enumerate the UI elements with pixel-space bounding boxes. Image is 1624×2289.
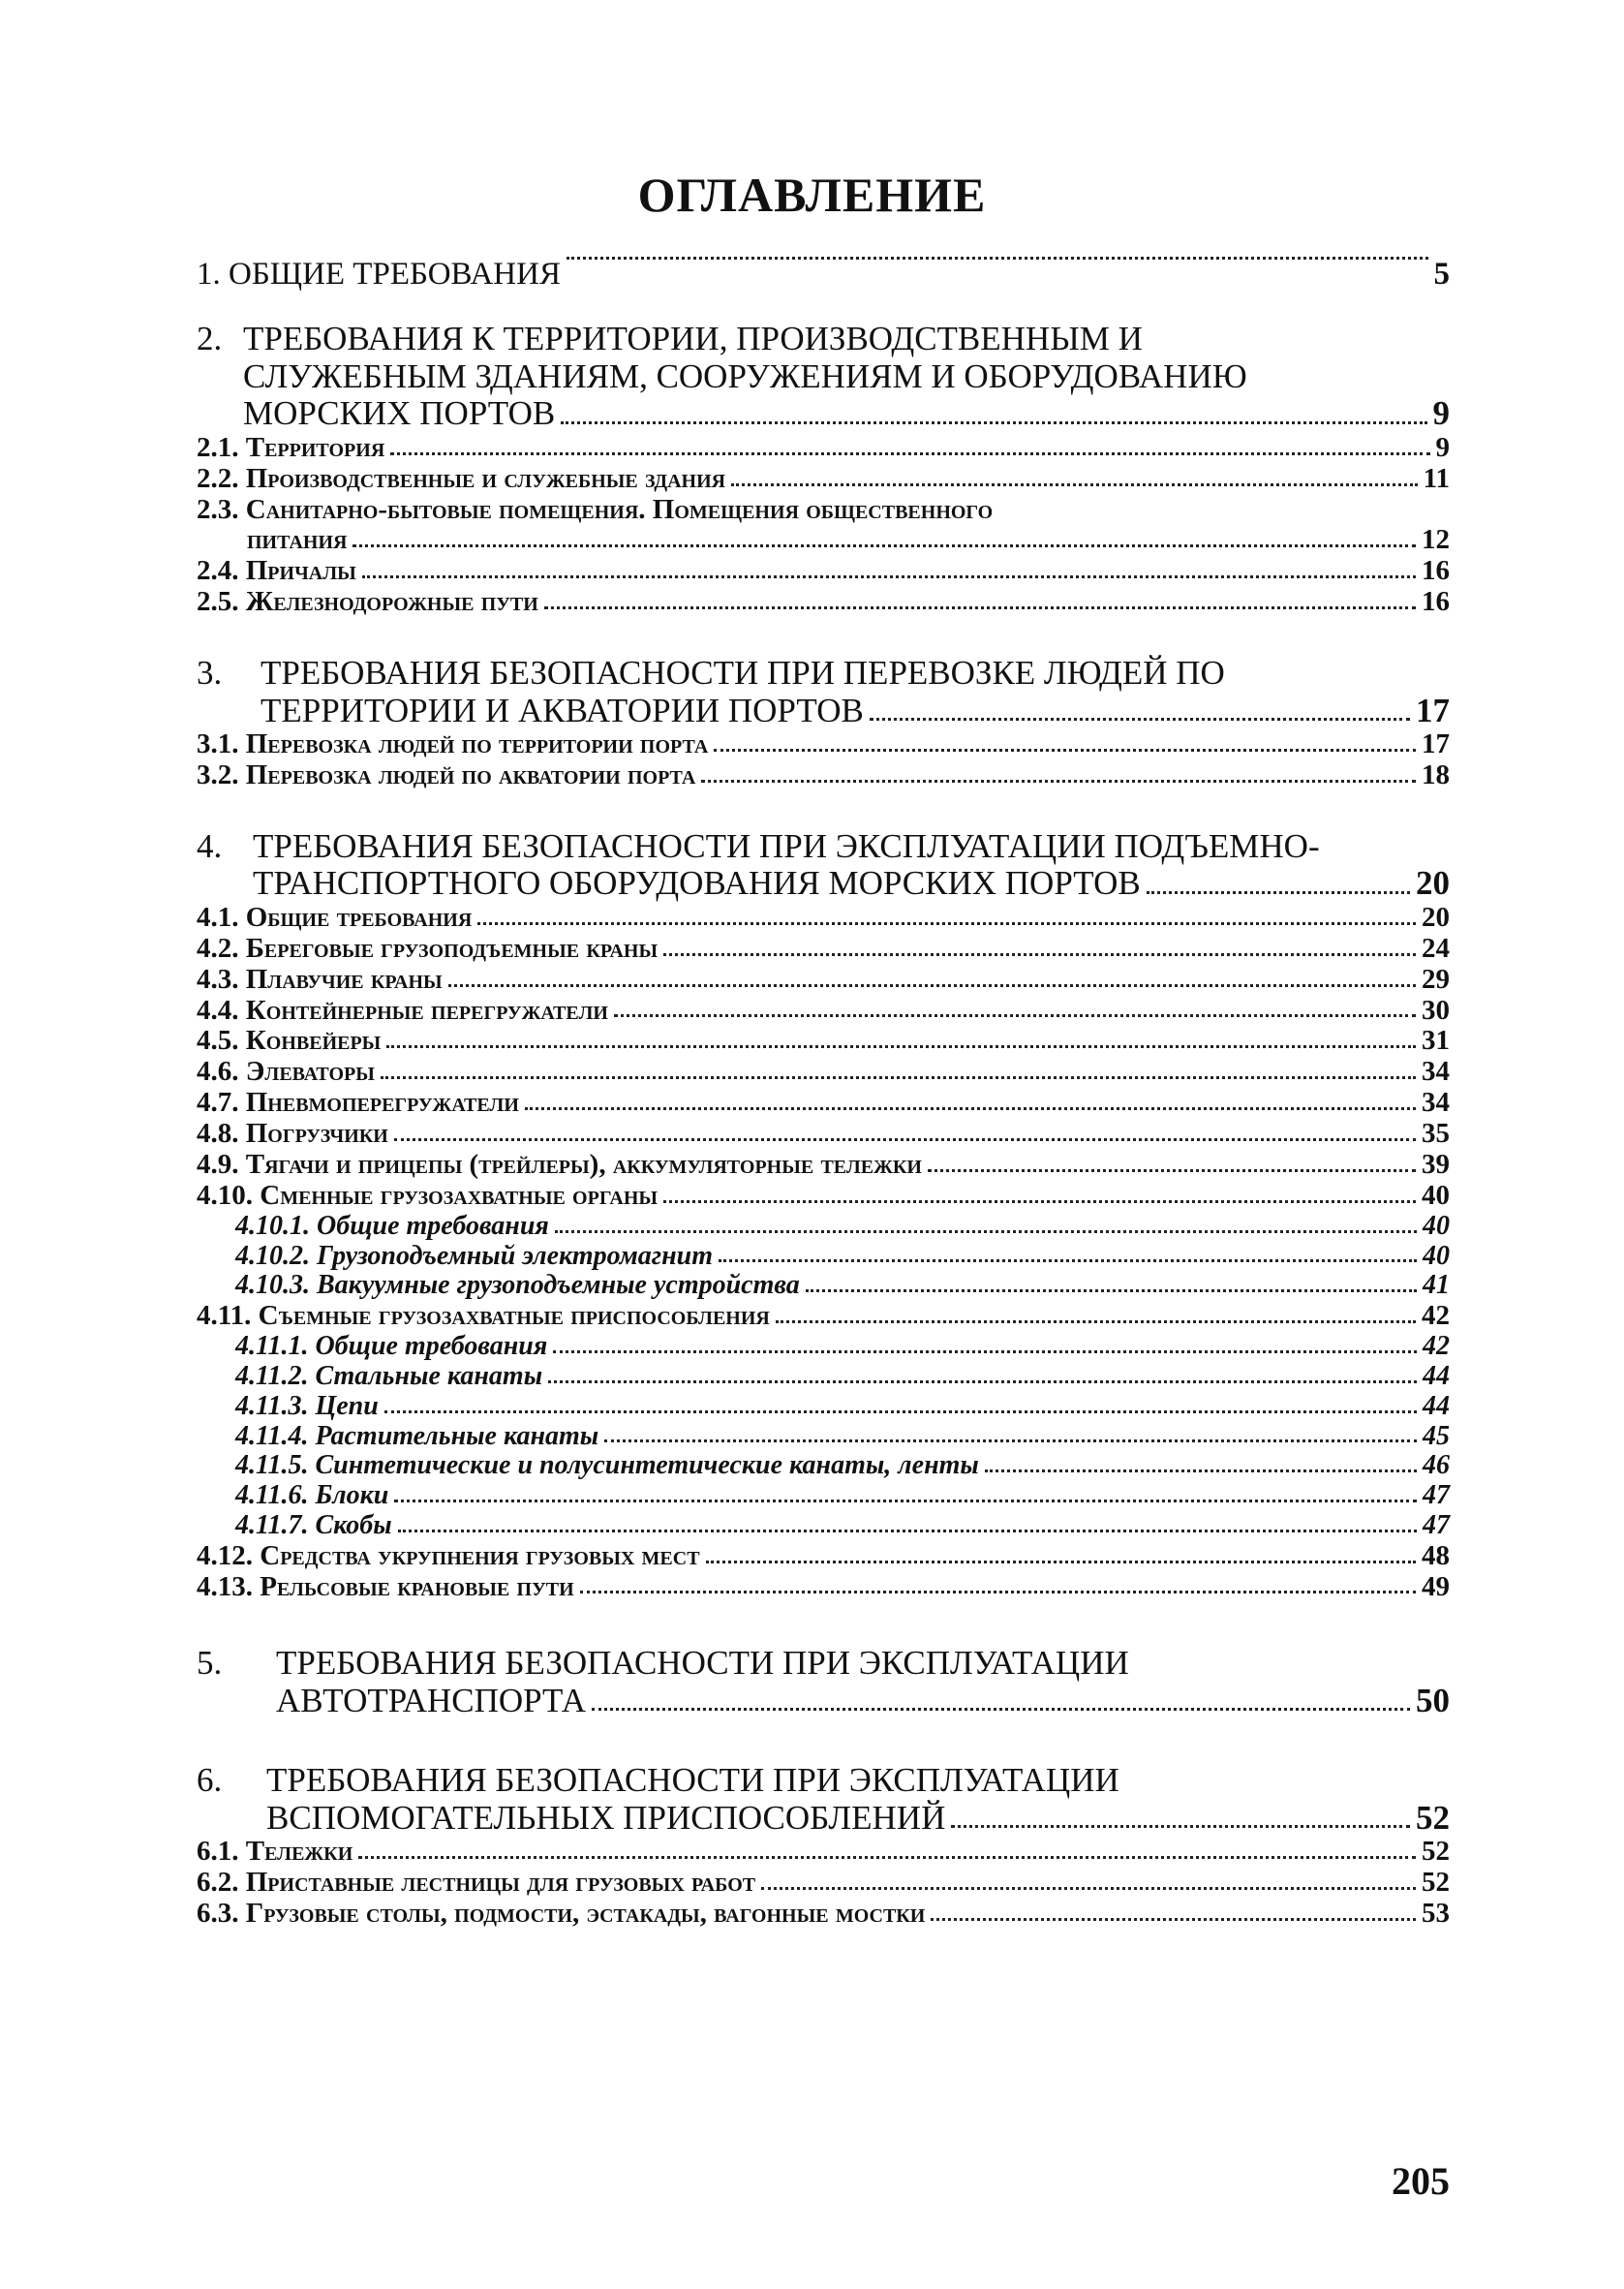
toc-section-2-4	[197, 556, 1450, 587]
chapter-last-line	[266, 1800, 1450, 1838]
toc-label: 4.11.7. Скобы	[235, 1509, 392, 1540]
chapter-body	[197, 321, 1450, 433]
toc-page: 42	[1422, 1300, 1450, 1332]
dot-leader	[362, 575, 1416, 578]
dot-leader	[663, 1200, 1416, 1203]
toc-section-6-3	[197, 1899, 1450, 1930]
toc-page: 40	[1423, 1240, 1450, 1271]
toc-page: 48	[1422, 1539, 1450, 1571]
chapter-last-line	[243, 395, 1450, 433]
dot-leader	[663, 953, 1416, 956]
toc-label: 4.9. Тягачи и прицепы (трейлеры), аккумуляторные тележки	[197, 1149, 922, 1181]
toc-subsection-4-11-3	[197, 1392, 1450, 1422]
dot-leader	[352, 544, 1416, 547]
toc-label: 4.10.3. Вакуумные грузоподъемные устройства	[235, 1270, 800, 1301]
toc-subsection-4-11-6	[197, 1481, 1450, 1511]
dot-leader	[1147, 891, 1410, 894]
dot-leader	[561, 421, 1426, 424]
toc-chapter-4: 4. ТРЕБОВАНИЯ БЕЗОПАСНОСТИ ПРИ ЭКСПЛУАТАЦИИ ПОДЪЕМНО- ТРАНСПОРТНОГО ОБОРУДОВАНИЯ МОРСКИХ ПОРТОВ 20	[197, 826, 1450, 903]
toc-label: 4.11.3. Цепи	[235, 1390, 379, 1421]
toc-chapter-3: 3. ТРЕБОВАНИЯ БЕЗОПАСНОСТИ ПРИ ПЕРЕВОЗКЕ ЛЮДЕЙ ПО ТЕРРИТОРИИ И АКВАТОРИИ ПОРТОВ 17	[197, 654, 1450, 729]
chapter-last-line	[253, 865, 1450, 903]
chapter-line: ТРЕБОВАНИЯ БЕЗОПАСНОСТИ ПРИ ПЕРЕВОЗКЕ ЛЮДЕЙ ПО	[260, 654, 1225, 693]
toc-label: 6.1. Тележки	[197, 1836, 353, 1868]
toc-page: 9	[1435, 431, 1450, 463]
toc-label: 4.11.6. Блоки	[235, 1480, 389, 1511]
toc-label: питания	[247, 524, 348, 556]
toc-section-4-7	[197, 1088, 1450, 1119]
toc-section-4-8	[197, 1119, 1450, 1150]
dot-leader	[398, 1530, 1417, 1532]
toc-chapter-5: 5. ТРЕБОВАНИЯ БЕЗОПАСНОСТИ ПРИ ЭКСПЛУАТАЦИИ АВТОТРАНСПОРТА 50	[197, 1644, 1450, 1719]
toc-chapter-2: 2. ТРЕБОВАНИЯ К ТЕРРИТОРИИ, ПРОИЗВОДСТВЕННЫМ И СЛУЖЕБНЫМ ЗДАНИЯМ, СООРУЖЕНИЯМ И ОБОРУДОВАНИЮ МОРСКИХ ПОРТОВ 9	[197, 320, 1450, 433]
table-of-contents	[197, 257, 1450, 1930]
spacer	[197, 1602, 1450, 1645]
toc-section-6-1	[197, 1837, 1450, 1868]
toc-page: 39	[1422, 1149, 1450, 1181]
toc-chapter-1	[197, 257, 1450, 292]
dot-leader	[525, 1107, 1416, 1110]
toc-label: 4.11.2. Стальные канаты	[235, 1360, 543, 1391]
chapter-line: СЛУЖЕБНЫМ ЗДАНИЯМ, СООРУЖЕНИЯМ И ОБОРУДОВАНИЮ	[243, 356, 1247, 395]
dot-leader	[931, 1918, 1416, 1921]
toc-label: 4.1. Общие требования	[197, 901, 473, 933]
dot-leader	[928, 1169, 1416, 1172]
dot-leader	[731, 483, 1418, 486]
toc-label: 4.11. Съемные грузозахватные приспособления	[197, 1300, 770, 1332]
toc-page: 50	[1416, 1681, 1450, 1719]
spacer	[197, 1719, 1450, 1762]
dot-leader	[870, 718, 1410, 721]
spacer	[197, 292, 1450, 321]
dot-leader	[776, 1320, 1416, 1323]
toc-page: 47	[1423, 1509, 1450, 1540]
toc-label: ТЕРРИТОРИИ И АКВАТОРИИ ПОРТОВ	[260, 691, 864, 729]
toc-label: 6.2. Приставные лестницы для грузовых работ	[197, 1867, 756, 1899]
toc-label: 4.6. Элеваторы	[197, 1056, 375, 1088]
dot-leader	[390, 452, 1429, 455]
toc-section-4-12	[197, 1541, 1450, 1572]
toc-label: 2.4. Причалы	[197, 555, 356, 587]
toc-page: 29	[1422, 963, 1450, 995]
toc-page: 40	[1422, 1179, 1450, 1211]
toc-label: 2.2. Производственные и служебные здания	[197, 462, 726, 494]
toc-subsection-4-10-2	[197, 1242, 1450, 1272]
toc-page: 40	[1423, 1210, 1450, 1241]
toc-section-4-13	[197, 1572, 1450, 1603]
chapter-body	[197, 828, 1450, 903]
toc-section-4-4	[197, 996, 1450, 1027]
toc-label: 4.12. Средства укрупнения грузовых мест	[197, 1539, 700, 1571]
toc-subsection-4-11-2	[197, 1362, 1450, 1392]
toc-label: 4.10.2. Грузоподъемный электромагнит	[235, 1240, 713, 1271]
toc-label: 4.10.1. Общие требования	[235, 1210, 549, 1241]
dot-leader	[394, 1500, 1417, 1502]
toc-section-4-1	[197, 903, 1450, 934]
chapter-line: ТРЕБОВАНИЯ К ТЕРРИТОРИИ, ПРОИЗВОДСТВЕННЫМ И	[243, 320, 1143, 358]
toc-page: 12	[1422, 524, 1450, 556]
dot-leader	[719, 1259, 1417, 1262]
dot-leader	[567, 257, 1428, 260]
toc-label: 4.4. Контейнерные перегружатели	[197, 994, 608, 1026]
toc-subsection-4-11-1	[197, 1332, 1450, 1362]
toc-page: 20	[1422, 901, 1450, 933]
dot-leader	[706, 1561, 1416, 1563]
toc-page: 9	[1432, 394, 1450, 433]
toc-label: ТРАНСПОРТНОГО ОБОРУДОВАНИЯ МОРСКИХ ПОРТОВ	[253, 864, 1141, 903]
toc-page: 17	[1422, 728, 1450, 760]
dot-leader	[604, 1439, 1417, 1442]
toc-page: 35	[1422, 1118, 1450, 1150]
toc-label: 4.8. Погрузчики	[197, 1118, 388, 1150]
toc-page: 52	[1422, 1867, 1450, 1899]
toc-label: 4.5. Конвейеры	[197, 1025, 382, 1057]
dot-leader	[580, 1591, 1416, 1593]
toc-page: 47	[1423, 1480, 1450, 1511]
toc-label-continued	[197, 525, 1450, 556]
toc-page: 52	[1416, 1798, 1450, 1837]
toc-label: 4.11.1. Общие требования	[235, 1331, 548, 1362]
dot-leader	[761, 1887, 1416, 1890]
toc-section-3-2	[197, 760, 1450, 791]
toc-label: 2.5. Железнодорожные пути	[197, 586, 538, 618]
dot-leader	[701, 780, 1416, 783]
dot-leader	[553, 1350, 1417, 1353]
toc-page: 44	[1423, 1360, 1450, 1391]
toc-section-6-2	[197, 1868, 1450, 1899]
toc-label: 4.10. Сменные грузозахватные органы	[197, 1179, 659, 1211]
toc-page: 5	[1433, 257, 1450, 292]
dot-leader	[548, 1380, 1417, 1383]
dot-leader	[544, 606, 1416, 609]
toc-section-4-10	[197, 1181, 1450, 1212]
toc-section-2-5	[197, 587, 1450, 618]
toc-page: 52	[1422, 1836, 1450, 1868]
toc-page: 16	[1422, 555, 1450, 587]
dot-leader	[384, 1410, 1417, 1413]
toc-subsection-4-11-4	[197, 1422, 1450, 1452]
page-number: 205	[1392, 2159, 1450, 2203]
toc-section-2-2	[197, 464, 1450, 495]
toc-label: 4.2. Береговые грузоподъемные краны	[197, 932, 659, 964]
toc-section-4-9	[197, 1150, 1450, 1181]
dot-leader	[555, 1230, 1417, 1233]
chapter-last-line	[276, 1683, 1450, 1720]
toc-page: 42	[1423, 1331, 1450, 1362]
dot-leader	[714, 749, 1416, 752]
toc-page: 16	[1422, 586, 1450, 618]
dot-leader	[592, 1708, 1410, 1711]
dot-leader	[614, 1014, 1416, 1017]
chapter-line: ТРЕБОВАНИЯ БЕЗОПАСНОСТИ ПРИ ЭКСПЛУАТАЦИИ	[266, 1761, 1119, 1800]
toc-page: 24	[1422, 932, 1450, 964]
toc-subsection-4-10-3	[197, 1271, 1450, 1301]
toc-section-4-2	[197, 934, 1450, 965]
toc-label: 6.3. Грузовые столы, подмости, эстакады, вагонные мостки	[197, 1898, 926, 1930]
toc-label: 4.13. Рельсовые крановые пути	[197, 1570, 574, 1602]
dot-leader	[448, 984, 1416, 987]
chapter-line: ТРЕБОВАНИЯ БЕЗОПАСНОСТИ ПРИ ЭКСПЛУАТАЦИИ	[276, 1644, 1129, 1683]
chapter-last-line	[260, 693, 1450, 730]
toc-label: 4.3. Плавучие краны	[197, 963, 443, 995]
dot-leader	[806, 1289, 1417, 1292]
toc-page: 34	[1422, 1087, 1450, 1119]
toc-label: 3.1. Перевозка людей по территории порта	[197, 728, 709, 760]
dot-leader	[985, 1469, 1417, 1472]
dot-leader	[358, 1856, 1416, 1859]
toc-label: 1. ОБЩИЕ ТРЕБОВАНИЯ	[197, 257, 561, 292]
toc-label: 4.11.5. Синтетические и полусинтетические канаты, ленты	[235, 1450, 979, 1481]
chapter-line: ТРЕБОВАНИЯ БЕЗОПАСНОСТИ ПРИ ЭКСПЛУАТАЦИИ ПОДЪЕМНО-	[253, 826, 1320, 865]
dot-leader	[394, 1138, 1416, 1141]
toc-page: 17	[1416, 691, 1450, 729]
toc-label: АВТОТРАНСПОРТА	[276, 1681, 586, 1719]
toc-label: 2.3. Санитарно-бытовые помещения. Помещения общественного	[197, 493, 994, 525]
chapter-body	[197, 655, 1450, 729]
toc-page: 18	[1422, 759, 1450, 791]
toc-section-2-3	[197, 495, 1450, 557]
toc-subsection-4-11-7	[197, 1511, 1450, 1541]
page-title: ОГЛАВЛЕНИЕ	[637, 168, 987, 222]
dot-leader	[381, 1076, 1416, 1079]
toc-label: 2.1. Территория	[197, 431, 385, 463]
dot-leader	[477, 922, 1416, 925]
toc-page: 30	[1422, 994, 1450, 1026]
dot-leader	[951, 1825, 1410, 1828]
toc-page: 20	[1416, 864, 1450, 903]
toc-section-4-6	[197, 1057, 1450, 1088]
spacer	[197, 618, 1450, 655]
toc-chapter-6: 6. ТРЕБОВАНИЯ БЕЗОПАСНОСТИ ПРИ ЭКСПЛУАТАЦИИ ВСПОМОГАТЕЛЬНЫХ ПРИСПОСОБЛЕНИЙ 52	[197, 1761, 1450, 1837]
chapter-body	[197, 1645, 1450, 1719]
toc-page: 44	[1423, 1390, 1450, 1421]
toc-section-3-1	[197, 729, 1450, 760]
toc-page: 31	[1422, 1025, 1450, 1057]
dot-leader	[386, 1045, 1416, 1048]
toc-section-4-11	[197, 1301, 1450, 1332]
toc-page: 46	[1423, 1450, 1450, 1481]
toc-label: ВСПОМОГАТЕЛЬНЫХ ПРИСПОСОБЛЕНИЙ	[266, 1798, 946, 1837]
toc-page: 41	[1423, 1270, 1450, 1301]
toc-page: 34	[1422, 1056, 1450, 1088]
toc-subsection-4-11-5	[197, 1451, 1450, 1481]
toc-page: 53	[1422, 1898, 1450, 1930]
toc-page: 49	[1422, 1570, 1450, 1602]
toc-label: 3.2. Перевозка людей по акватории порта	[197, 759, 696, 791]
toc-label: 4.11.4. Растительные канаты	[235, 1420, 599, 1451]
toc-section-2-1	[197, 433, 1450, 464]
toc-label: МОРСКИХ ПОРТОВ	[243, 394, 556, 433]
toc-section-4-3	[197, 965, 1450, 996]
spacer	[197, 791, 1450, 828]
toc-label: 4.7. Пневмоперегружатели	[197, 1087, 519, 1119]
toc-page: 45	[1423, 1420, 1450, 1451]
chapter-body	[197, 1762, 1450, 1837]
toc-page: 11	[1423, 462, 1450, 494]
toc-subsection-4-10-1	[197, 1212, 1450, 1242]
toc-section-4-5	[197, 1026, 1450, 1057]
